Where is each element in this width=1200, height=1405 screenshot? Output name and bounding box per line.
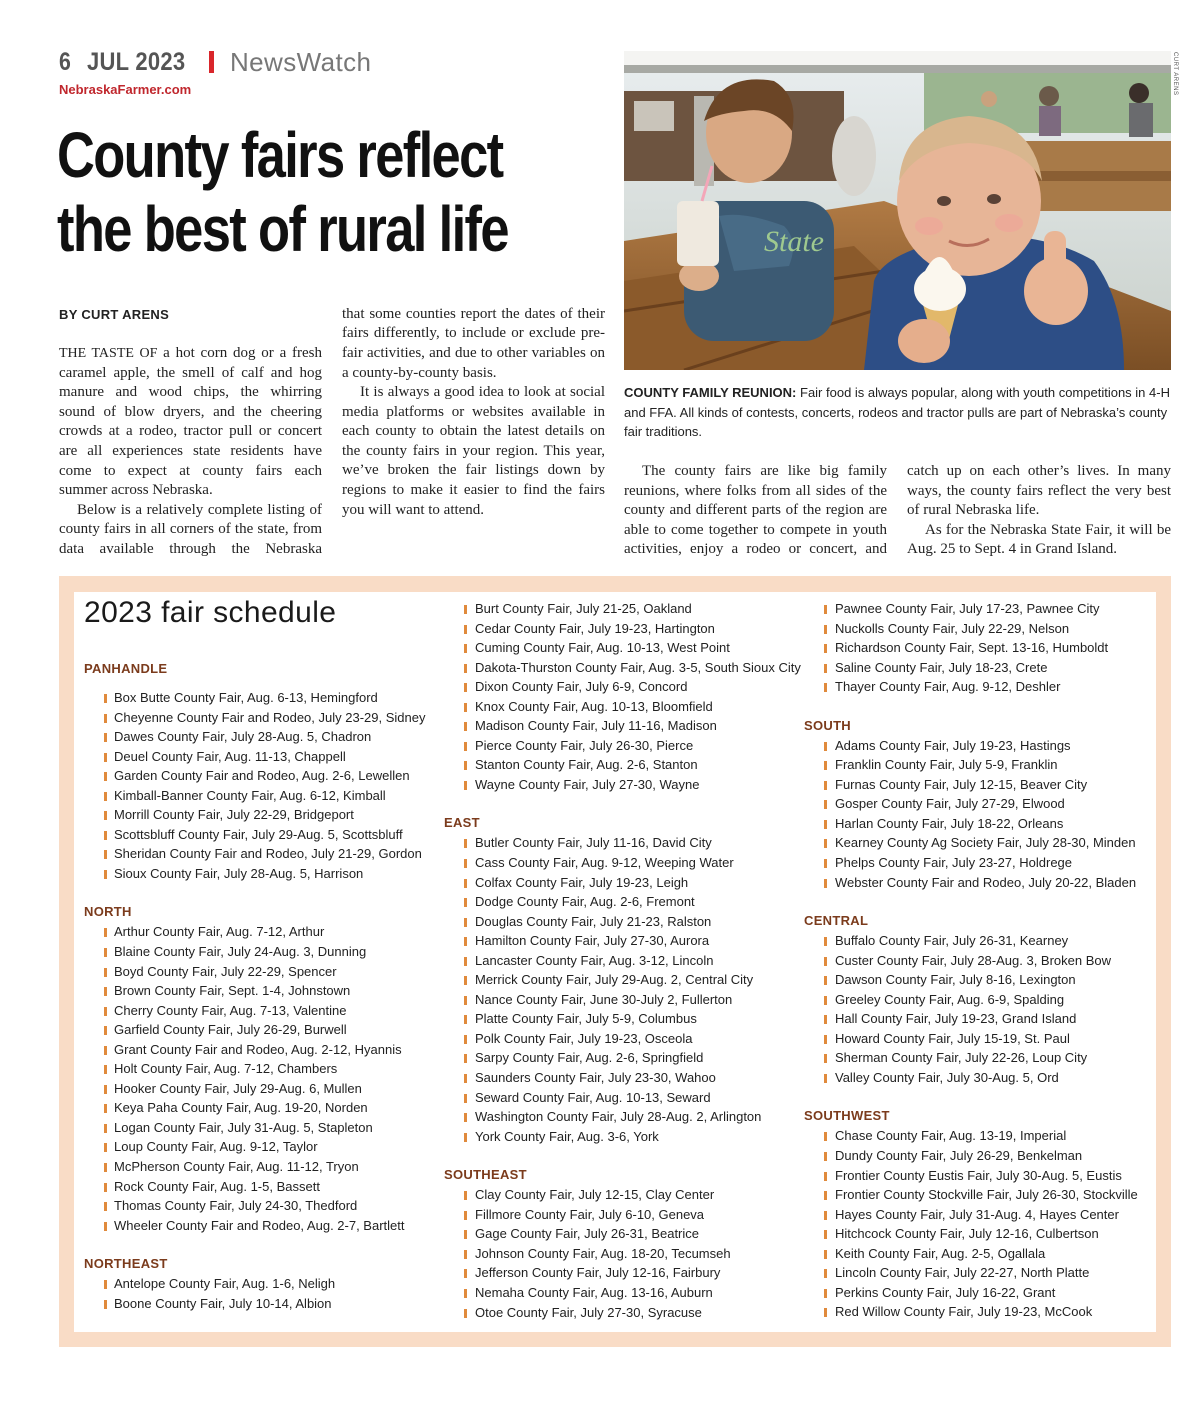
caption-text: Fair food is always popular, along with youth competitions in 4-H and FFA. All kinds of contests, concerts, rodeos and tractor pulls are part of Nebraska’s county fair traditions. [624, 385, 1170, 440]
article-column-2-flow [342, 305, 605, 520]
article-paragraph-3: It is always a good idea to look at social media platforms or websites available in each county to obtain the latest details on the county fairs in your region. This year, we’ve broken the fair listings down by regions to make it easier to find the fairs you will want to attend. [342, 384, 605, 518]
caption-label: COUNTY FAMILY REUNION: [624, 385, 797, 400]
list-item: Kimball-Banner County Fair, Aug. 6-12, Kimball [84, 786, 424, 806]
list-item: Saunders County Fair, July 23-30, Wahoo [464, 1068, 804, 1088]
list-item: Dixon County Fair, July 6-9, Concord [464, 677, 804, 697]
list-item: Scottsbluff County Fair, July 29-Aug. 5, Scottsbluff [84, 825, 424, 845]
list-item: Brown County Fair, Sept. 1-4, Johnstown [84, 981, 424, 1001]
panhandle-spacer [84, 679, 424, 688]
list-item: Garfield County Fair, July 26-29, Burwell [84, 1020, 424, 1040]
list-item: Fillmore County Fair, July 6-10, Geneva [464, 1205, 804, 1225]
list-item: Nuckolls County Fair, July 22-29, Nelson [824, 619, 1164, 639]
list-item: York County Fair, Aug. 3-6, York [464, 1127, 804, 1147]
photo-caption [624, 383, 1172, 442]
folio-divider [209, 51, 214, 73]
list-item: Washington County Fair, July 28-Aug. 2, Arlington [464, 1107, 804, 1127]
article-paragraph-4-cont: catch up on each other’s lives. In many ways, the county fairs reflect the very best of rural Nebraska life. [907, 462, 1171, 519]
list-item: Wayne County Fair, July 27-30, Wayne [464, 775, 804, 795]
page-number: 6 [59, 47, 71, 76]
list-item: Boone County Fair, July 10-14, Albion [84, 1294, 424, 1314]
list-item: Adams County Fair, July 19-23, Hastings [824, 736, 1164, 756]
list-item: Cheyenne County Fair and Rodeo, July 23-29, Sidney [84, 708, 424, 728]
list-item: Cuming County Fair, Aug. 10-13, West Point [464, 638, 804, 658]
list-item: Butler County Fair, July 11-16, David City [464, 833, 804, 853]
list-item: Phelps County Fair, July 23-27, Holdrege [824, 853, 1164, 873]
article-paragraph-2-cont: that some counties report the dates of their fairs differently, to include or exclude pre-fair activities, and due to other variables on a county-by-county basis. [342, 305, 605, 381]
region-panhandle: PANHANDLE [84, 661, 168, 676]
list-item: Madison County Fair, July 11-16, Madison [464, 716, 804, 736]
central-list [824, 931, 1164, 1087]
list-item: Knox County Fair, Aug. 10-13, Bloomfield [464, 697, 804, 717]
southeast-list [464, 1185, 804, 1322]
region-east: EAST [444, 815, 480, 831]
list-item: Thayer County Fair, Aug. 9-12, Deshler [824, 677, 1164, 697]
list-item: Richardson County Fair, Sept. 13-16, Humboldt [824, 638, 1164, 658]
list-item: Cedar County Fair, July 19-23, Hartington [464, 619, 804, 639]
fair-photo [624, 51, 1171, 370]
list-item: Rock County Fair, Aug. 1-5, Bassett [84, 1177, 424, 1197]
list-item: Furnas County Fair, July 12-15, Beaver City [824, 775, 1164, 795]
list-item: Custer County Fair, July 28-Aug. 3, Broken Bow [824, 951, 1164, 971]
article-column-3 [624, 462, 887, 561]
schedule-column-2 [444, 599, 804, 1322]
list-item: Pierce County Fair, July 26-30, Pierce [464, 736, 804, 756]
schedule-column-3 [804, 599, 1164, 1322]
list-item: Polk County Fair, July 19-23, Osceola [464, 1029, 804, 1049]
list-item: Dawes County Fair, July 28-Aug. 5, Chadron [84, 727, 424, 747]
list-item: Gage County Fair, July 26-31, Beatrice [464, 1224, 804, 1244]
northeast-list [84, 1274, 424, 1313]
site-url[interactable]: NebraskaFarmer.com [59, 82, 192, 97]
list-item: Morrill County Fair, July 22-29, Bridgeport [84, 805, 424, 825]
list-item: Garden County Fair and Rodeo, Aug. 2-6, Lewellen [84, 766, 424, 786]
list-item: Howard County Fair, July 15-19, St. Paul [824, 1029, 1164, 1049]
list-item: McPherson County Fair, Aug. 11-12, Tryon [84, 1157, 424, 1177]
folio [59, 46, 371, 78]
northeast-list-cont [464, 599, 804, 794]
southwest-list [824, 1126, 1164, 1321]
north-list [84, 922, 424, 1235]
list-item: Frontier County Stockville Fair, July 26-30, Stockville [824, 1185, 1164, 1205]
list-item: Blaine County Fair, July 24-Aug. 3, Dunning [84, 942, 424, 962]
list-item: Nance County Fair, June 30-July 2, Fullerton [464, 990, 804, 1010]
list-item: Kearney County Ag Society Fair, July 28-30, Minden [824, 833, 1164, 853]
list-item: Harlan County Fair, July 18-22, Orleans [824, 814, 1164, 834]
list-item: Holt County Fair, Aug. 7-12, Chambers [84, 1059, 424, 1079]
list-item: Johnson County Fair, Aug. 18-20, Tecumseh [464, 1244, 804, 1264]
east-list [464, 833, 804, 1146]
list-item: Franklin County Fair, July 5-9, Franklin [824, 755, 1164, 775]
list-item: Sioux County Fair, July 28-Aug. 5, Harrison [84, 864, 424, 884]
list-item: Grant County Fair and Rodeo, Aug. 2-12, Hyannis [84, 1040, 424, 1060]
southeast-list-cont [824, 599, 1164, 697]
list-item: Jefferson County Fair, July 12-16, Fairbury [464, 1263, 804, 1283]
list-item: Loup County Fair, Aug. 9-12, Taylor [84, 1137, 424, 1157]
article-paragraph-1: THE TASTE OF a hot corn dog or a fresh caramel apple, the smell of calf and hog manure and wood chips, the whirring sound of blow dryers, and the cheering crowds at a rodeo, tractor pull or concert are all experiences state residents have come to expect at county fairs each summer across Nebraska. [59, 345, 322, 499]
list-item: Merrick County Fair, July 29-Aug. 2, Central City [464, 970, 804, 990]
list-item: Douglas County Fair, July 21-23, Ralston [464, 912, 804, 932]
lead-in: THE TASTE OF [59, 346, 158, 361]
article-column-4 [907, 462, 1171, 561]
list-item: Keya Paha County Fair, Aug. 19-20, Norden [84, 1098, 424, 1118]
byline: BY CURT ARENS [59, 307, 170, 322]
list-item: Thomas County Fair, July 24-30, Thedford [84, 1196, 424, 1216]
list-item: Antelope County Fair, Aug. 1-6, Neligh [84, 1274, 424, 1294]
list-item: Wheeler County Fair and Rodeo, Aug. 2-7, Bartlett [84, 1216, 424, 1236]
list-item: Chase County Fair, Aug. 13-19, Imperial [824, 1126, 1164, 1146]
list-item: Lincoln County Fair, July 22-27, North Platte [824, 1263, 1164, 1283]
list-item: Valley County Fair, July 30-Aug. 5, Ord [824, 1068, 1164, 1088]
list-item: Buffalo County Fair, July 26-31, Kearney [824, 931, 1164, 951]
region-southwest: SOUTHWEST [804, 1108, 890, 1124]
region-north: NORTH [84, 904, 132, 920]
list-item: Arthur County Fair, Aug. 7-12, Arthur [84, 922, 424, 942]
list-item: Clay County Fair, July 12-15, Clay Center [464, 1185, 804, 1205]
schedule-column-1 [84, 659, 424, 1313]
region-southeast: SOUTHEAST [444, 1167, 527, 1183]
article-paragraph-4: The county fairs are like big family reunions, where folks from all sides of the county and different parts of the region are able to come together to compete in youth activities, enjoy a rodeo or concert, and [624, 463, 887, 558]
list-item: Gosper County Fair, July 27-29, Elwood [824, 794, 1164, 814]
article-column-4-flow [907, 462, 1171, 560]
issue-date: JUL 2023 [87, 47, 186, 76]
article-column-2 [342, 305, 605, 561]
list-item: Seward County Fair, Aug. 10-13, Seward [464, 1088, 804, 1108]
article-paragraph-2: Below is a relatively complete listing of county fairs in all corners of the state, from data available through the Nebraska [59, 501, 322, 557]
list-item: Red Willow County Fair, July 19-23, McCook [824, 1302, 1164, 1322]
list-item: Webster County Fair and Rodeo, July 20-22, Bladen [824, 873, 1164, 893]
list-item: Hamilton County Fair, July 27-30, Aurora [464, 931, 804, 951]
south-list [824, 736, 1164, 892]
headline-line-2: the best of rural life [57, 193, 508, 265]
list-item: Platte County Fair, July 5-9, Columbus [464, 1009, 804, 1029]
list-item: Dodge County Fair, Aug. 2-6, Fremont [464, 892, 804, 912]
list-item: Keith County Fair, Aug. 2-5, Ogallala [824, 1244, 1164, 1264]
photo-credit: CURT ARENS [1172, 52, 1178, 96]
list-item: Frontier County Eustis Fair, July 30-Aug. 5, Eustis [824, 1166, 1164, 1186]
region-northeast: NORTHEAST [84, 1256, 168, 1272]
region-central: CENTRAL [804, 913, 869, 929]
list-item: Cass County Fair, Aug. 9-12, Weeping Water [464, 853, 804, 873]
headline [57, 118, 516, 266]
list-item: Dundy County Fair, July 26-29, Benkelman [824, 1146, 1164, 1166]
list-item: Greeley County Fair, Aug. 6-9, Spalding [824, 990, 1164, 1010]
list-item: Sheridan County Fair and Rodeo, July 21-29, Gordon [84, 844, 424, 864]
list-item: Burt County Fair, July 21-25, Oakland [464, 599, 804, 619]
panhandle-list [84, 688, 424, 883]
list-item: Hall County Fair, July 19-23, Grand Island [824, 1009, 1164, 1029]
schedule-title: 2023 fair schedule [84, 596, 337, 629]
list-item: Perkins County Fair, July 16-22, Grant [824, 1283, 1164, 1303]
article-paragraph-5: As for the Nebraska State Fair, it will be Aug. 25 to Sept. 4 in Grand Island. [907, 521, 1171, 558]
list-item: Otoe County Fair, July 27-30, Syracuse [464, 1303, 804, 1323]
list-item: Logan County Fair, July 31-Aug. 5, Stapleton [84, 1118, 424, 1138]
list-item: Saline County Fair, July 18-23, Crete [824, 658, 1164, 678]
list-item: Hitchcock County Fair, July 12-16, Culbertson [824, 1224, 1164, 1244]
list-item: Sherman County Fair, July 22-26, Loup City [824, 1048, 1164, 1068]
list-item: Colfax County Fair, July 19-23, Leigh [464, 873, 804, 893]
list-item: Stanton County Fair, Aug. 2-6, Stanton [464, 755, 804, 775]
list-item: Lancaster County Fair, Aug. 3-12, Lincoln [464, 951, 804, 971]
section-name: NewsWatch [230, 46, 372, 77]
list-item: Hooker County Fair, July 29-Aug. 6, Mullen [84, 1079, 424, 1099]
list-item: Nemaha County Fair, Aug. 13-16, Auburn [464, 1283, 804, 1303]
list-item: Dakota-Thurston County Fair, Aug. 3-5, South Sioux City [464, 658, 804, 678]
list-item: Box Butte County Fair, Aug. 6-13, Hemingford [84, 688, 424, 708]
shirt-print: State [764, 225, 824, 258]
list-item: Sarpy County Fair, Aug. 2-6, Springfield [464, 1048, 804, 1068]
list-item: Deuel County Fair, Aug. 11-13, Chappell [84, 747, 424, 767]
list-item: Dawson County Fair, July 8-16, Lexington [824, 970, 1164, 990]
region-south: SOUTH [804, 717, 851, 733]
list-item: Hayes County Fair, July 31-Aug. 4, Hayes Center [824, 1205, 1164, 1225]
photo-illustration [624, 51, 1171, 370]
headline-line-1: County fairs reflect [57, 119, 503, 191]
list-item: Pawnee County Fair, July 17-23, Pawnee City [824, 599, 1164, 619]
list-item: Boyd County Fair, July 22-29, Spencer [84, 962, 424, 982]
list-item: Cherry County Fair, Aug. 7-13, Valentine [84, 1001, 424, 1021]
article-column-1 [59, 344, 322, 560]
